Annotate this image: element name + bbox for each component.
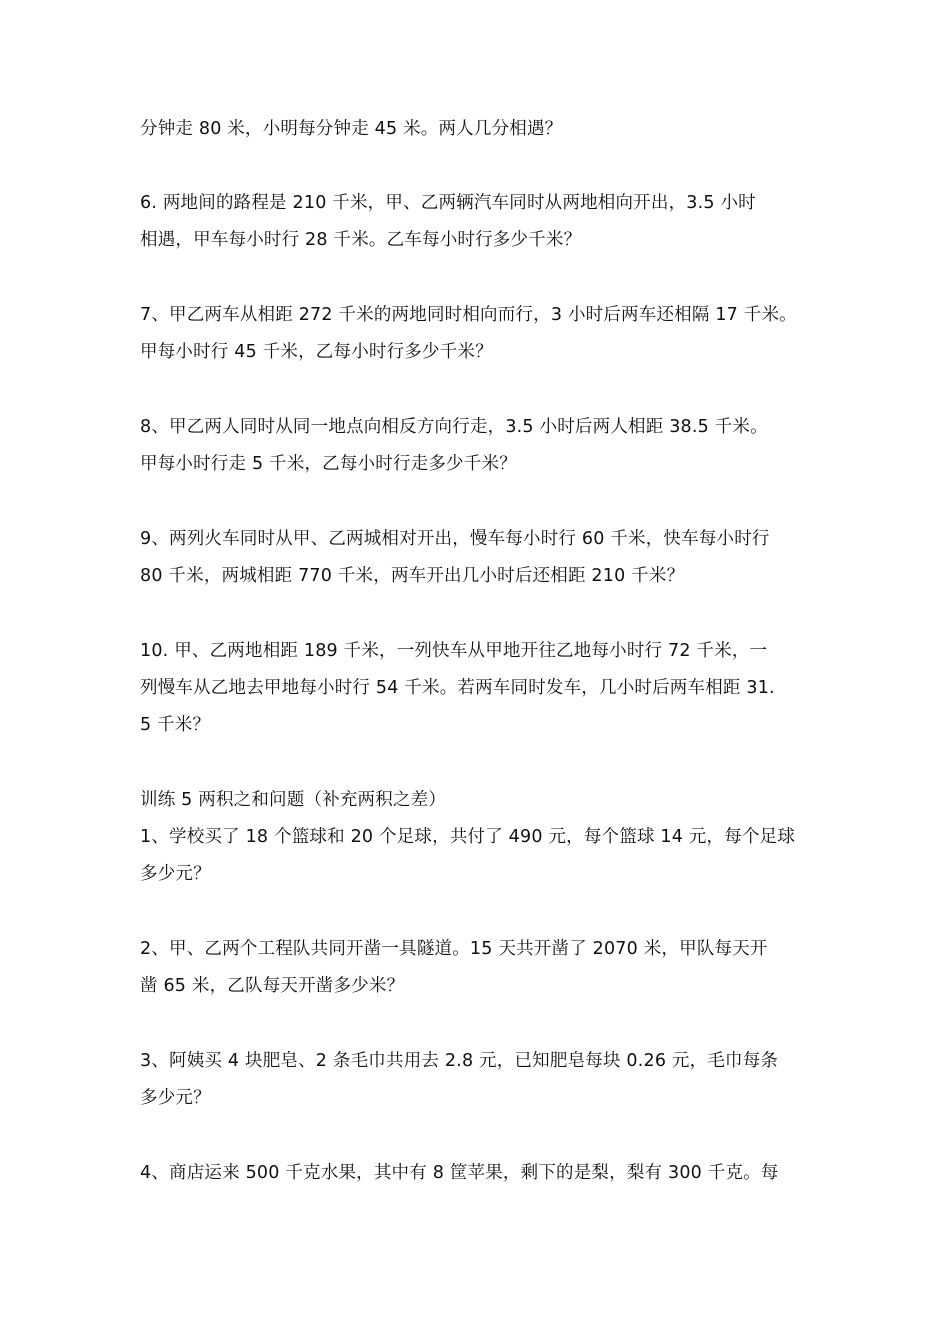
section-heading: 训练 5 两积之和问题（补充两积之差） bbox=[140, 790, 447, 810]
text-line-8: 9、两列火车同时从甲、乙两城相对开出，慢车每小时行 60 千米，快车每小时行 bbox=[140, 529, 770, 549]
text-line-4: 7、甲乙两车从相距 272 千米的两地同时相向而行，3 小时后两车还相隔 17 千米。 bbox=[140, 305, 797, 325]
text-line-11: 列慢车从乙地去甲地每小时行 54 千米。若两车同时发车，几小时后两车相距 31. bbox=[140, 678, 775, 698]
text-line-12: 5 千米？ bbox=[140, 715, 211, 735]
text-line-17: 凿 65 米，乙队每天开凿多少米？ bbox=[140, 976, 405, 996]
text-line-1: 分钟走 80 米，小明每分钟走 45 米。两人几分相遇？ bbox=[140, 119, 563, 139]
text-line-2: 6. 两地间的路程是 210 千米，甲、乙两辆汽车同时从两地相向开出，3.5 小时 bbox=[140, 193, 756, 213]
text-line-20: 4、商店运来 500 千克水果，其中有 8 筐苹果，剩下的是梨，梨有 300 千克。每 bbox=[140, 1163, 779, 1183]
text-line-6: 8、甲乙两人同时从同一地点向相反方向行走，3.5 小时后两人相距 38.5 千米。 bbox=[140, 417, 768, 437]
text-line-14: 1、学校买了 18 个篮球和 20 个足球，共付了 490 元，每个篮球 14 元，每个足球 bbox=[140, 827, 796, 847]
text-line-19: 多少元？ bbox=[140, 1088, 211, 1108]
text-line-5: 甲每小时行 45 千米，乙每小时行多少千米？ bbox=[140, 342, 493, 362]
text-line-7: 甲每小时行走 5 千米，乙每小时行走多少千米？ bbox=[140, 454, 517, 474]
text-line-3: 相遇，甲车每小时行 28 千米。乙车每小时行多少千米？ bbox=[140, 230, 582, 250]
text-line-15: 多少元？ bbox=[140, 864, 211, 884]
text-line-10: 10. 甲、乙两地相距 189 千米，一列快车从甲地开往乙地每小时行 72 千米，一 bbox=[140, 641, 768, 661]
text-line-18: 3、阿姨买 4 块肥皂、2 条毛巾共用去 2.8 元，已知肥皂每块 0.26 元，毛巾每条 bbox=[140, 1051, 779, 1071]
text-line-16: 2、甲、乙两个工程队共同开凿一具隧道。15 天共开凿了 2070 米，甲队每天开 bbox=[140, 939, 768, 959]
text-line-9: 80 千米，两城相距 770 千米，两车开出几小时后还相距 210 千米？ bbox=[140, 566, 685, 586]
